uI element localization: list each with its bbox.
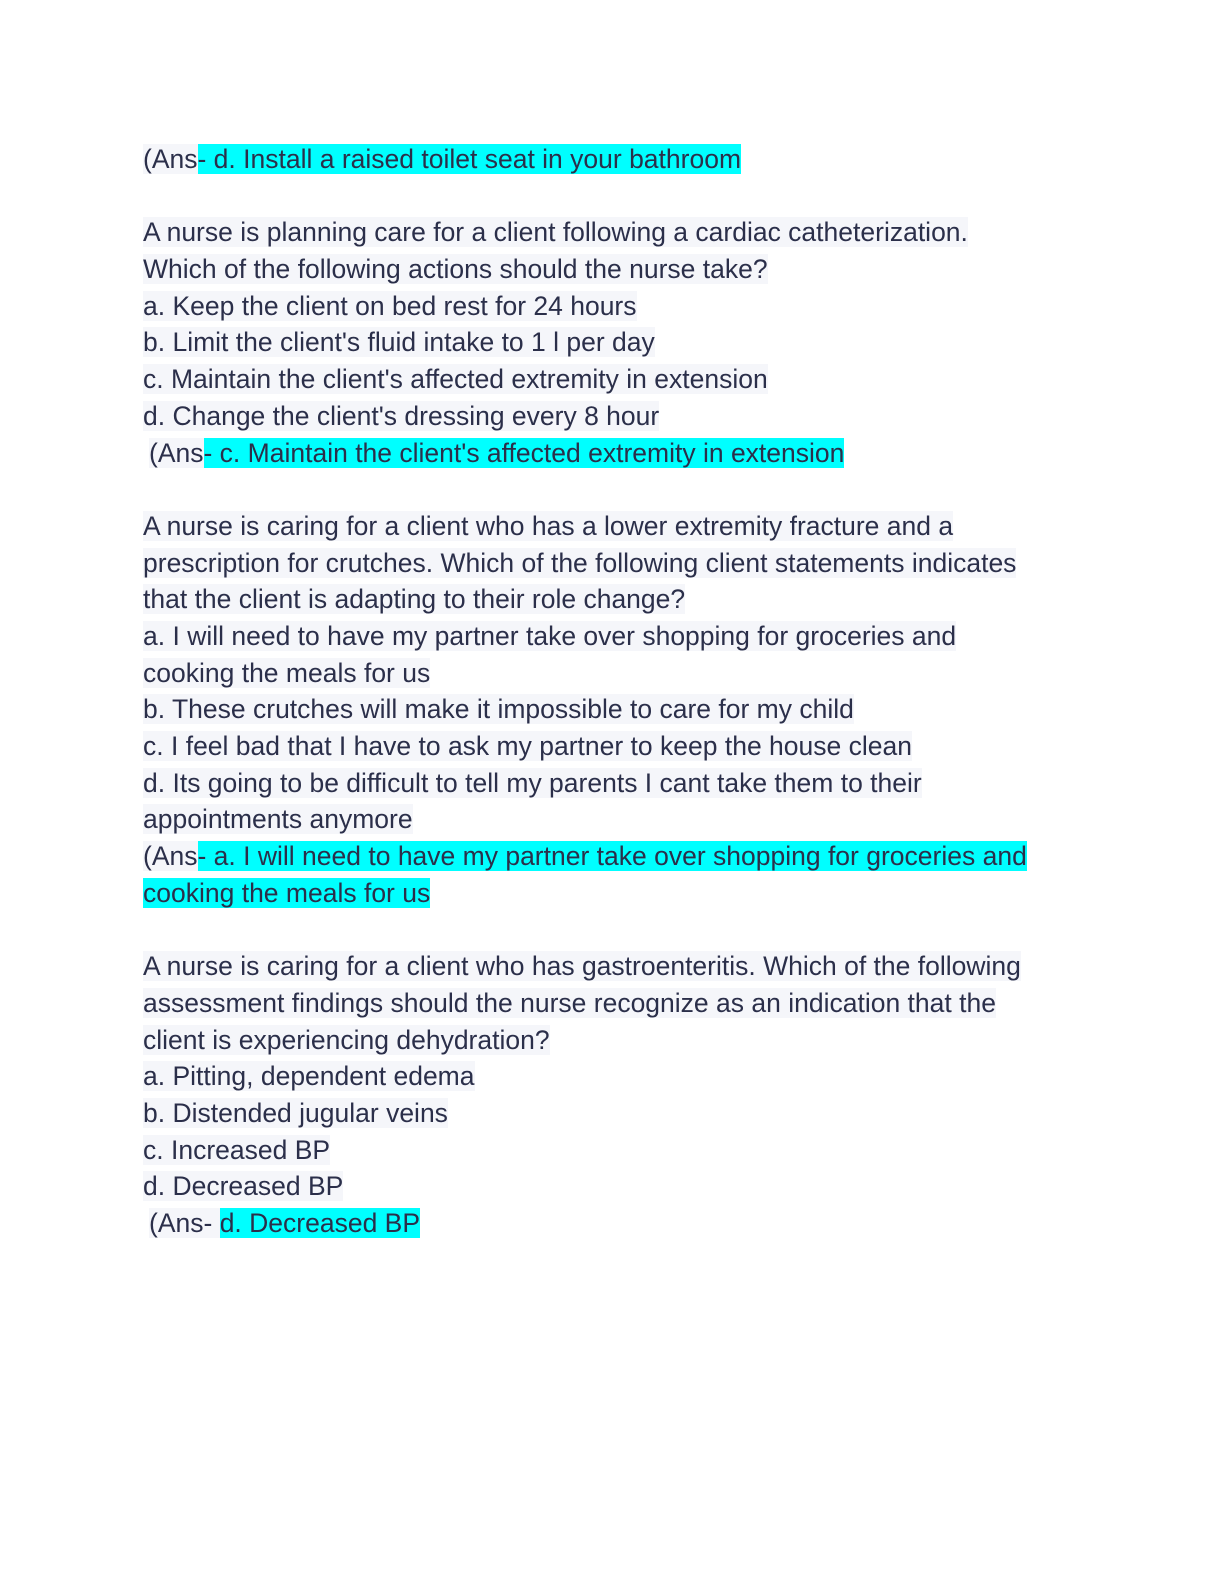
option-b: b. These crutches will make it impossible to care for my child	[143, 694, 854, 725]
question-stem-line: Which of the following actions should the nurse take?	[143, 254, 768, 285]
question-stem-line: assessment findings should the nurse recognize as an indication that the	[143, 987, 996, 1018]
option-a: a. Pitting, dependent edema	[143, 1061, 475, 1092]
question-stem-line: A nurse is caring for a client who has gastroenteritis. Which of the following	[143, 951, 1021, 982]
question-1	[143, 214, 1083, 471]
highlighted-answer: - d. Install a raised toilet seat in your bathroom	[197, 144, 742, 174]
highlighted-answer: d. Decreased BP	[219, 1207, 421, 1238]
option-d: d. Decreased BP	[143, 1171, 344, 1202]
option-b: b. Limit the client's fluid intake to 1 l per day	[143, 327, 655, 358]
document-page	[143, 141, 1083, 1242]
question-stem-line: prescription for crutches. Which of the following client statements indicates	[143, 547, 1017, 578]
answer-prefix: (Ans	[143, 841, 198, 872]
answer-prefix: (Ans	[143, 144, 198, 174]
answer-prefix: (Ans	[149, 437, 204, 468]
answer-line	[143, 435, 1083, 472]
option-d-continued: appointments anymore	[143, 804, 413, 835]
option-c: c. Maintain the client's affected extremity in extension	[143, 364, 768, 395]
question-stem-line: that the client is adapting to their role change?	[143, 584, 686, 615]
spacer	[143, 178, 1083, 215]
highlighted-answer: - c. Maintain the client's affected extremity in extension	[203, 437, 845, 468]
option-a: a. I will need to have my partner take over shopping for groceries and	[143, 620, 957, 651]
answer-line	[143, 1205, 1083, 1242]
option-c: c. Increased BP	[143, 1134, 331, 1165]
question-stem-line: A nurse is caring for a client who has a lower extremity fracture and a	[143, 510, 954, 541]
option-d: d. Change the client's dressing every 8 hour	[143, 400, 660, 431]
answer-line	[143, 838, 1083, 875]
answer-line-continued	[143, 875, 1083, 912]
question-stem-line: client is experiencing dehydration?	[143, 1024, 550, 1055]
option-c: c. I feel bad that I have to ask my partner to keep the house clean	[143, 731, 912, 761]
question-stem-line: A nurse is planning care for a client following a cardiac catheterization.	[143, 217, 968, 248]
spacer	[143, 911, 1083, 948]
spacer	[143, 471, 1083, 508]
previous-answer-line	[143, 141, 1083, 178]
question-3	[143, 948, 1083, 1242]
answer-prefix: (Ans-	[149, 1207, 220, 1238]
option-d: d. Its going to be difficult to tell my parents I cant take them to their	[143, 767, 922, 798]
option-a-continued: cooking the meals for us	[143, 657, 431, 688]
option-a: a. Keep the client on bed rest for 24 hours	[143, 290, 637, 321]
highlighted-answer: - a. I will need to have my partner take over shopping for groceries and	[197, 841, 1027, 872]
highlighted-answer: cooking the meals for us	[143, 877, 431, 908]
option-b: b. Distended jugular veins	[143, 1097, 448, 1128]
question-2	[143, 508, 1083, 912]
